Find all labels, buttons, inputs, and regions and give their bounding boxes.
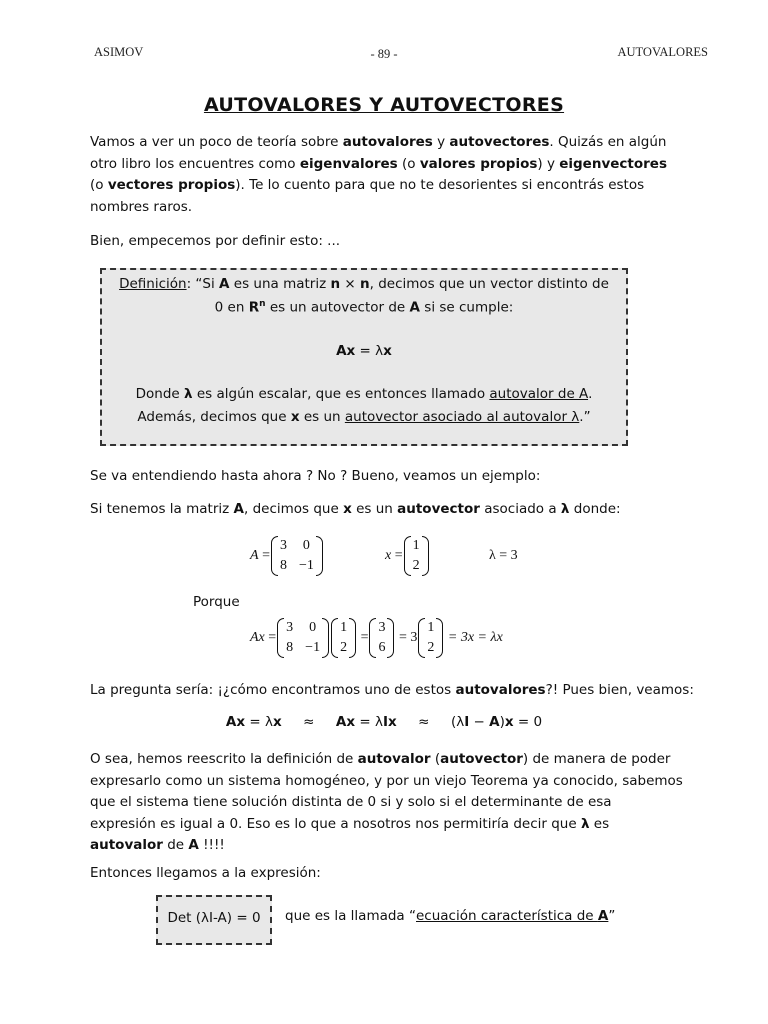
start-line: Bien, empecemos por definir esto: ... [90,233,341,249]
understand-line: Se va entendiendo hasta ahora ? No ? Bueno, veamos un ejemplo: [90,468,541,484]
definition-line-4: Donde λ es algún escalar, que es entonces llamado autovalor de A. [135,386,593,402]
vector-x-definition: x = 1 2 [385,536,430,576]
characteristic-derivation: Ax = λx ≈ Ax = λIx ≈ (λI − A)x = 0 [225,714,543,730]
osea-paragraph: O sea, hemos reescrito la definición de autovalor (autovector) de manera de poder expresarlo como un sistema homogéneo, y por un viejo Teorema ya conocido, sabemos que el sistema tiene solución distinta de 0 si y solo si el determinante de esa expresión es igual a 0. Eso es lo que a nosotros nos permitiría decir que λ es autovalor de A !!!! [90,751,683,853]
definition-equation: Ax = λx [336,343,392,359]
example-line: Si tenemos la matriz A, decimos que x es un autovector asociado a λ donde: [90,501,621,517]
header-left: ASIMOV [94,45,144,59]
example-verification: Ax = 3 0 8 −1 1 2 = 3 6 = 3 1 2 = 3x = λx [250,618,503,658]
question-line: La pregunta sería: ¡¿cómo encontramos uno de estos autovalores?! Pues bien, veamos: [90,682,694,698]
definition-line-1: Definición: “Si A es una matriz n × n, decimos que un vector distinto de [119,276,609,292]
characteristic-equation-caption: que es la llamada “ecuación característica de A” [285,908,616,924]
entonces-line: Entonces llegamos a la expresión: [90,865,321,881]
definition-line-5: Además, decimos que x es un autovector asociado al autovalor λ.” [137,409,591,425]
porque-label: Porque [193,594,240,610]
definition-line-2: 0 en $R^n$ es un autovector de A si se cumple: [214,299,514,316]
definition-box [100,268,628,446]
vector-x: 1 2 [404,536,429,576]
page-number: - 89 - [370,47,398,61]
determinant-box [156,895,272,945]
page-title: AUTOVALORES Y AUTOVECTORES [203,94,565,116]
matrix-a-definition: A = 3 0 8 −1 [250,536,324,576]
intro-paragraph: Vamos a ver un poco de teoría sobre autovalores y autovectores. Quizás en algún otro libro los encuentres como eigenvalores (o valores propios) y eigenvectores (o vectores propios). Te lo cuento para que no te desorientes si encontrás estos nombres raros. [90,134,667,215]
lambda-value: λ = 3 [489,548,518,563]
header-right: AUTOVALORES [617,45,708,59]
matrix-a: 3 0 8 −1 [271,536,323,576]
determinant-equation: Det (λI-A) = 0 [167,910,261,926]
